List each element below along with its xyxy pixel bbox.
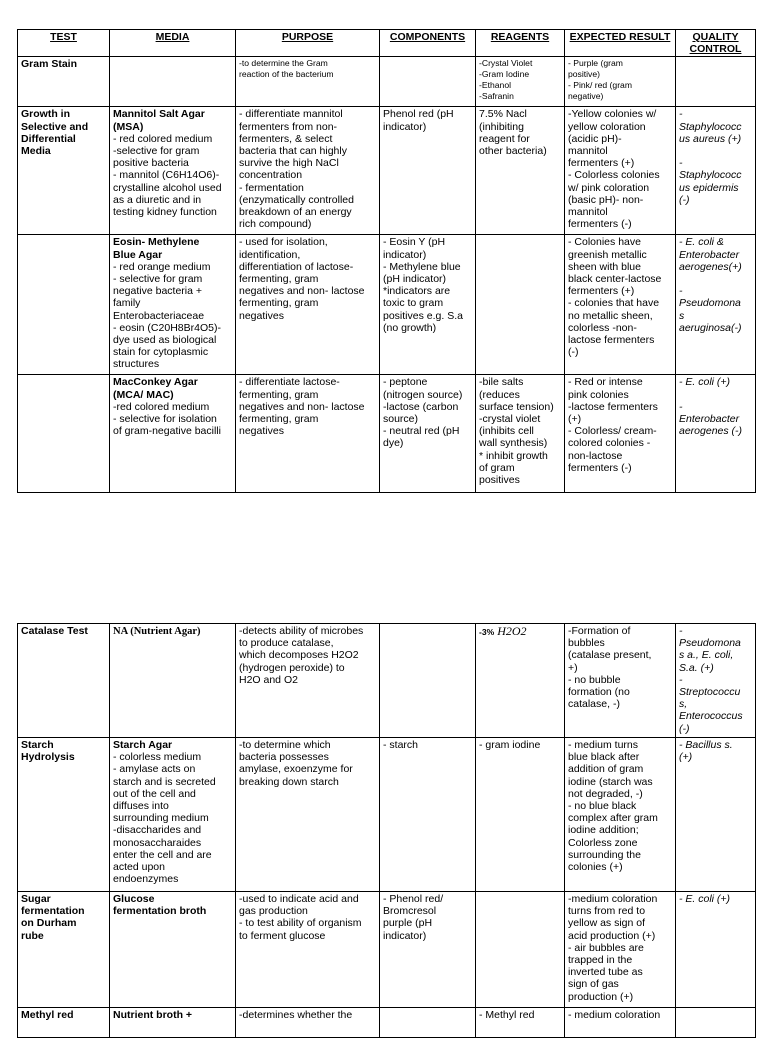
test-cell: Sugar fermentation on Durham rube [18, 892, 110, 1008]
reagents-cell: - Methyl red [476, 1008, 565, 1038]
qc-cell: - E. coli & Enterobacter aerogenes(+) - Pseudomona s aeruginosa(-) [676, 235, 756, 375]
result-cell: - Red or intense pink colonies -lactose fermenters (+) - Colorless/ cream- colored colonies - non-lactose fermenters (-) [565, 375, 676, 493]
header-reagents: REAGENTS [476, 30, 565, 57]
header-components: COMPONENTS [380, 30, 476, 57]
result-cell: -medium coloration turns from red to yellow as sign of acid production (+) - air bubbles are trapped in the inverted tube as sign of gas production (+) [565, 892, 676, 1008]
components-cell: Phenol red (pH indicator) [380, 107, 476, 235]
qc-cell: - Staphylococc us aureus (+) - Staphylococc us epidermis (-) [676, 107, 756, 235]
result-cell: - medium turns blue black after addition of gram iodine (starch was not degraded, -) - no blue black complex after gram iodine addition; Colorless zone surrounding the colonies (+) [565, 738, 676, 892]
qc-cell [676, 57, 756, 107]
purpose-cell: -detects ability of microbes to produce catalase, which decomposes H2O2 (hydrogen peroxide) to H2O and O2 [236, 624, 380, 738]
test-cell: Starch Hydrolysis [18, 738, 110, 892]
header-purpose: PURPOSE [236, 30, 380, 57]
components-cell: - Eosin Y (pH indicator) - Methylene blue (pH indicator) *indicators are toxic to gram positives e.g. S.a (no growth) [380, 235, 476, 375]
media-title: Starch Agar [113, 739, 173, 751]
header-quality-control: QUALITY CONTROL [676, 30, 756, 57]
components-cell [380, 1008, 476, 1038]
qc-cell: - E. coli (+) - Enterobacter aerogenes (-) [676, 375, 756, 493]
result-cell: - medium coloration [565, 1008, 676, 1038]
reagents-cell [476, 235, 565, 375]
result-cell: -Yellow colonies w/ yellow coloration (acidic pH)- mannitol fermenters (+) - Colorless colonies w/ pink coloration (basic pH)- non- mannitol fermenters (-) [565, 107, 676, 235]
components-cell [380, 57, 476, 107]
result-cell: - Colonies have greenish metallic sheen with blue black center-lactose fermenters (+) - colonies that have no metallic sheen, colorless -non- lactose fermenters (-) [565, 235, 676, 375]
media-description: - red orange medium - selective for gram negative bacteria + family Enterobacteriaceae - eosin (C20H8Br4O5)- dye used as biological stain for cytoplasmic structures [113, 260, 221, 371]
media-table-1 [17, 29, 756, 493]
media-title: MacConkey Agar (MCA/ MAC) [113, 376, 198, 401]
qc-cell: - E. coli (+) [676, 892, 756, 1008]
purpose-cell: - differentiate lactose- fermenting, gram negatives and non- lactose fermenting, gram negatives [236, 375, 380, 493]
table-row [18, 107, 756, 235]
media-cell: Nutrient broth + [110, 1008, 236, 1038]
reagents-cell: -bile salts (reduces surface tension) -crystal violet (inhibits cell wall synthesis) * inhibit growth of gram positives [476, 375, 565, 493]
header-row [18, 30, 756, 57]
test-cell: Catalase Test [18, 624, 110, 738]
reagent-percent: -3% [479, 627, 495, 637]
table-row [18, 1008, 756, 1038]
result-cell: -Formation of bubbles (catalase present, +) - no bubble formation (no catalase, -) [565, 624, 676, 738]
media-table-2 [17, 623, 756, 1038]
table-row [18, 375, 756, 493]
purpose-cell: -used to indicate acid and gas production - to test ability of organism to ferment glucose [236, 892, 380, 1008]
media-description: - red colored medium -selective for gram positive bacteria - mannitol (C6H14O6)- crystalline alcohol used as a diuretic and in testing kidney function [113, 132, 222, 219]
header-media: MEDIA [110, 30, 236, 57]
components-cell: - starch [380, 738, 476, 892]
media-cell [110, 107, 236, 235]
table-row [18, 738, 756, 892]
reagents-cell: 7.5% Nacl (inhibiting reagent for other bacteria) [476, 107, 565, 235]
test-cell [18, 235, 110, 375]
header-test: TEST [18, 30, 110, 57]
purpose-cell: -to determine the Gram reaction of the bacterium [236, 57, 380, 107]
table-row [18, 235, 756, 375]
qc-cell [676, 1008, 756, 1038]
header-expected-result: EXPECTED RESULT [565, 30, 676, 57]
table-row [18, 892, 756, 1008]
media-description: - colorless medium - amylase acts on starch and is secreted out of the cell and diffuses into surrounding medium -disaccharides and monosaccharaides enter the cell and are acted upon endoenzymes [113, 751, 216, 886]
purpose-cell: -to determine which bacteria possesses amylase, exoenzyme for breaking down starch [236, 738, 380, 892]
qc-cell: - Bacillus s. (+) [676, 738, 756, 892]
components-cell: - Phenol red/ Bromcresol purple (pH indicator) [380, 892, 476, 1008]
media-cell [110, 57, 236, 107]
media-title: Eosin- Methylene Blue Agar [113, 236, 200, 261]
purpose-cell: - used for isolation, identification, differentiation of lactose- fermenting, gram negatives and non- lactose fermenting, gram negatives [236, 235, 380, 375]
media-cell [110, 375, 236, 493]
reagents-cell [476, 624, 565, 738]
purpose-cell: -determines whether the [236, 1008, 380, 1038]
test-cell [18, 375, 110, 493]
media-cell: Glucose fermentation broth [110, 892, 236, 1008]
test-cell: Methyl red [18, 1008, 110, 1038]
reagents-cell [476, 892, 565, 1008]
components-cell [380, 624, 476, 738]
media-title: NA (Nutrient Agar) [113, 626, 201, 637]
result-cell: - Purple (gram positive) - Pink/ red (gram negative) [565, 57, 676, 107]
qc-cell: - Pseudomona s a., E. coli, S.a. (+) - Streptococcu s, Enterococcus (-) [676, 624, 756, 738]
table-row [18, 624, 756, 738]
media-cell [110, 235, 236, 375]
components-cell: - peptone (nitrogen source) -lactose (carbon source) - neutral red (pH dye) [380, 375, 476, 493]
reagents-cell: -Crystal Violet -Gram Iodine -Ethanol -Safranin [476, 57, 565, 107]
test-cell: Gram Stain [18, 57, 110, 107]
table-row [18, 57, 756, 107]
media-cell [110, 738, 236, 892]
h2o2-formula: H2O2 [497, 624, 527, 638]
purpose-cell: - differentiate mannitol fermenters from non- fermenters, & select bacteria that can highly survive the high NaCl concentration - fermentation (enzymatically controlled breakdown of an energy rich compound) [236, 107, 380, 235]
test-cell: Growth in Selective and Differential Media [18, 107, 110, 235]
media-description: -red colored medium - selective for isolation of gram-negative bacilli [113, 400, 221, 438]
media-cell [110, 624, 236, 738]
reagents-cell: - gram iodine [476, 738, 565, 892]
media-title: Mannitol Salt Agar (MSA) [113, 108, 205, 133]
